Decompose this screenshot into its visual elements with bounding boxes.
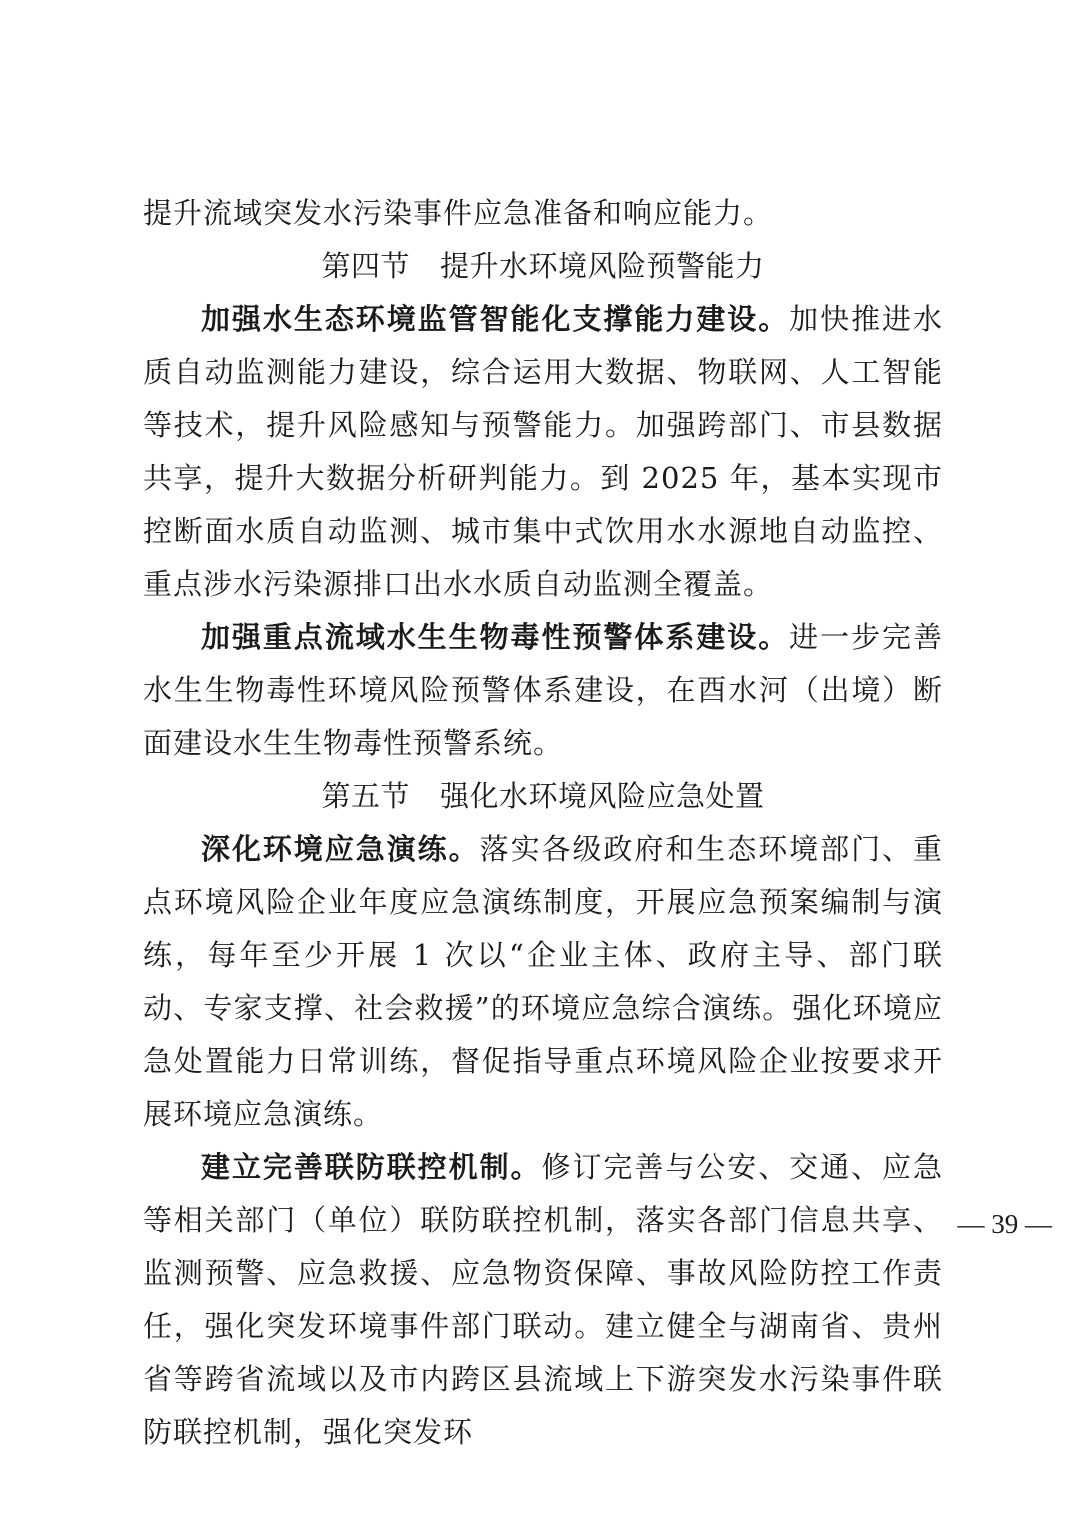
section-heading-4	[143, 240, 943, 293]
section-title: 提升水环境风险预警能力	[440, 249, 765, 283]
paragraph-text: 修订完善与公安、交通、应急等相关部门（单位）联防联控机制，落实各部门信息共享、监测预警、应急救援、应急物资保障、事故风险防控工作责任，强化突发环境事件部门联动。建立健全与湖南省、贵州省等跨省流域以及市内跨区县流域上下游突发水污染事件联防联控机制，强化突发环	[143, 1150, 943, 1449]
paragraph-lead: 建立完善联防联控机制。	[201, 1150, 542, 1184]
paragraph-emergency-drills	[143, 823, 943, 1141]
section-number: 第五节	[321, 779, 410, 813]
section-number: 第四节	[321, 249, 410, 283]
paragraph-lead: 深化环境应急演练。	[201, 832, 480, 866]
paragraph-text: 落实各级政府和生态环境部门、重点环境风险企业年度应急演练制度，开展应急预案编制与演练，每年至少开展 1 次以“企业主体、政府主导、部门联动、专家支撑、社会救援”的环境应急综合演练。强化环境应急处置能力日常训练，督促指导重点环境风险企业按要求开展环境应急演练。	[143, 832, 943, 1131]
paragraph-continuation	[143, 187, 943, 240]
paragraph-smart-monitoring	[143, 293, 943, 611]
page-number: — 39 —	[957, 1209, 1052, 1239]
section-title: 强化水环境风险应急处置	[440, 779, 765, 813]
section-heading-5	[143, 770, 943, 823]
document-body	[143, 187, 1052, 1459]
paragraph-joint-control	[143, 1141, 943, 1459]
paragraph-text: 加快推进水质自动监测能力建设，综合运用大数据、物联网、人工智能等技术，提升风险感知与预警能力。加强跨部门、市县数据共享，提升大数据分析研判能力。到 2025 年，基本实现市控断面水质自动监测、城市集中式饮用水水源地自动监控、重点涉水污染源排口出水水质自动监测全覆盖。	[143, 302, 943, 601]
paragraph-toxicity-warning	[143, 611, 943, 770]
paragraph-lead: 加强重点流域水生生物毒性预警体系建设。	[201, 620, 790, 654]
paragraph-lead: 加强水生态环境监管智能化支撑能力建设。	[201, 302, 790, 336]
paragraph-text: 进一步完善水生生物毒性环境风险预警体系建设，在酉水河（出境）断面建设水生生物毒性预警系统。	[143, 620, 943, 760]
paragraph-text: 提升流域突发水污染事件应急准备和响应能力。	[143, 196, 774, 230]
